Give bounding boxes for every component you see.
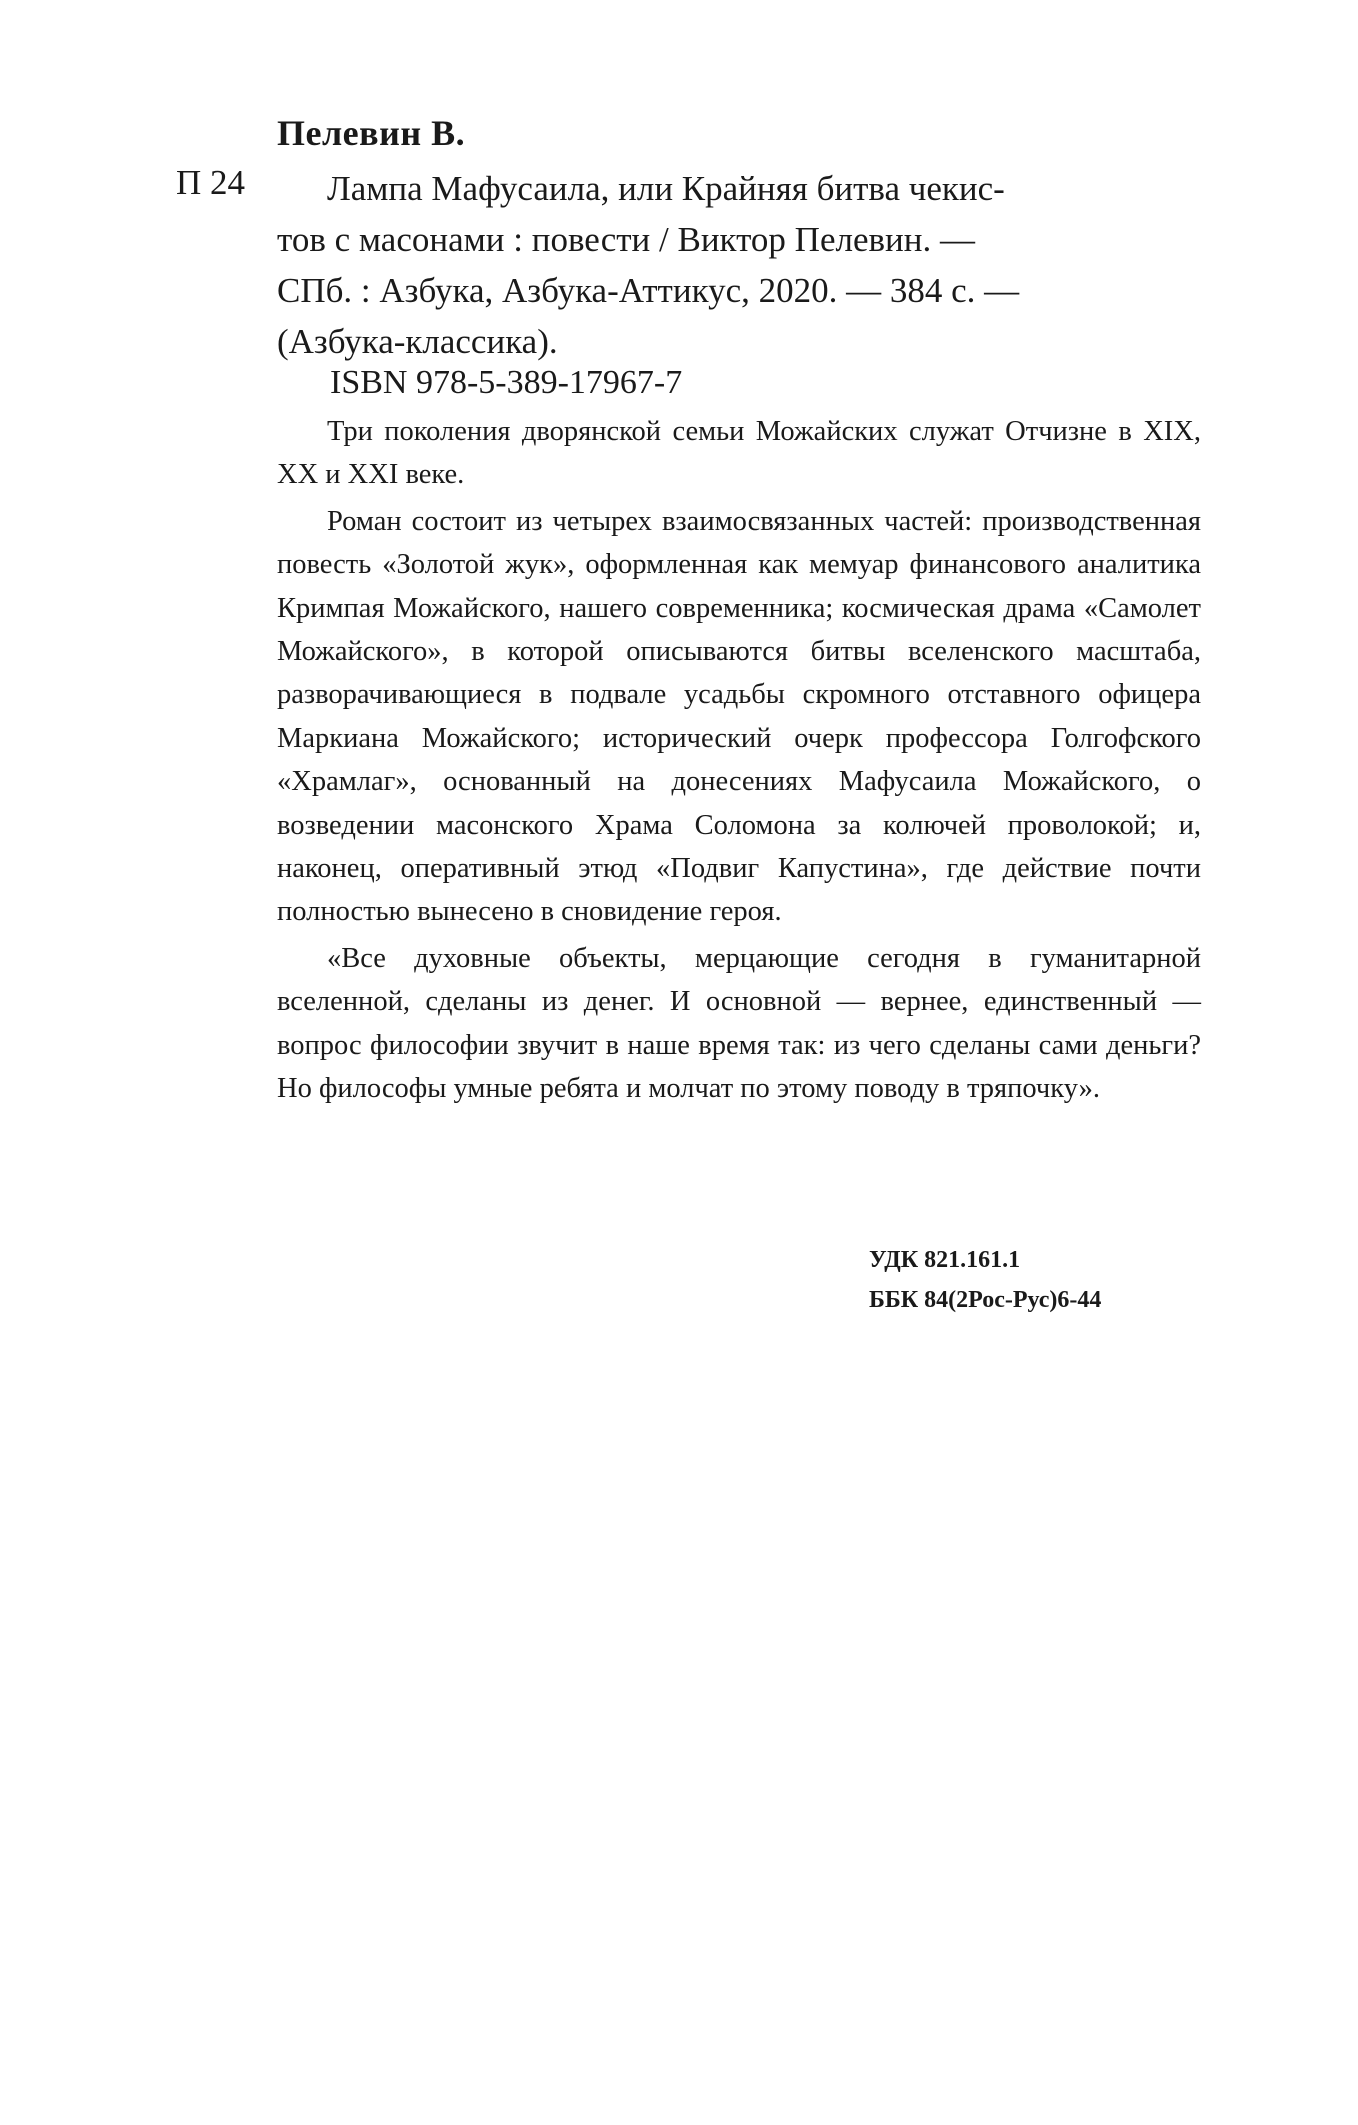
bibliographic-line: тов с масонами : повести / Виктор Пелевин. —: [277, 220, 975, 259]
author-name: Пелевин В.: [277, 113, 466, 153]
udk-code: УДК 821.161.1: [869, 1247, 1021, 1273]
bibliographic-line: (Азбука-классика).: [277, 322, 558, 361]
annotation-paragraph: «Все духовные объекты, мерцающие сегодня в гуманитарной вселенной, сделаны из денег. И основной — вернее, единственный — вопрос философии звучит в наше время так: из чего сделаны сами деньги? Но философы умные ребята и молчат по этому поводу в тряпочку».: [277, 942, 1201, 1105]
annotation-paragraph: Роман состоит из четырех взаимосвязанных частей: производственная повесть «Золотой жук», оформленная как мемуар финансового аналитика Кримпая Можайского, нашего современника; космическая драма «Самолет Можайского», в которой описываются битвы вселенского масштаба, разворачивающиеся в подвале усадьбы скромного отставного офицера Маркиана Можайского; исторический очерк профессора Голгофского «Храмлаг», основанный на донесениях Мафусаила Можайского, о возведении масонского Храма Соломона за колючей проволокой; и, наконец, оперативный этюд «Подвиг Капустина», где действие почти полностью вынесено в сновидение героя.: [277, 505, 1201, 928]
bbk-code: ББК 84(2Рос-Рус)6-44: [869, 1287, 1102, 1313]
bibliographic-description: [277, 163, 1207, 367]
bibliographic-line: Лампа Мафусаила, или Крайняя битва чекис-: [327, 169, 1005, 208]
isbn: ISBN 978-5-389-17967-7: [330, 364, 683, 401]
annotation: [277, 410, 1201, 1114]
classification-codes: [869, 1240, 1101, 1320]
annotation-paragraph: Три поколения дворянской семьи Можайских служат Отчизне в XIX, XX и XXI веке.: [277, 416, 1201, 491]
bibliographic-line: СПб. : Азбука, Азбука-Аттикус, 2020. — 384 с. —: [277, 271, 1020, 310]
call-number: П 24: [176, 163, 246, 202]
